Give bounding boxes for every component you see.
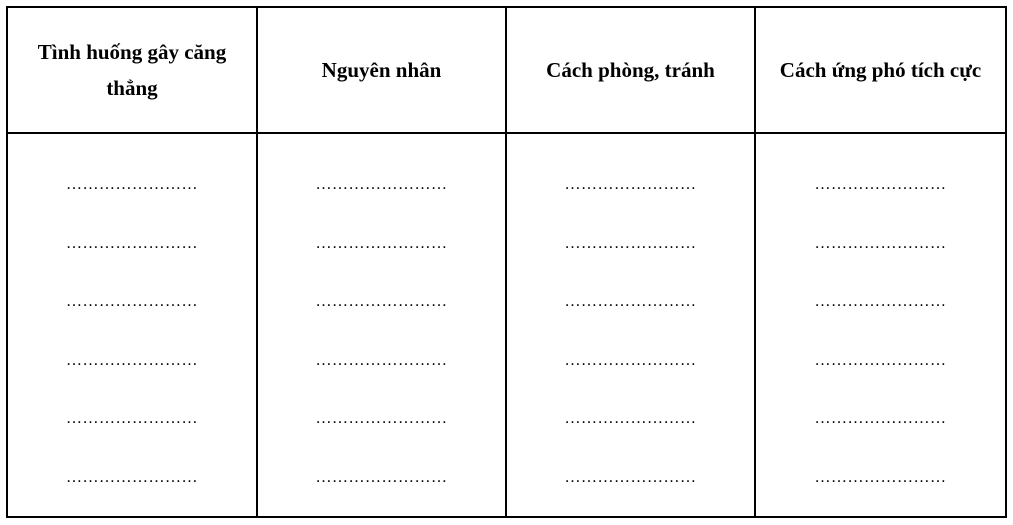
blank-line[interactable]: …………………… [66, 468, 198, 486]
blank-line[interactable]: …………………… [315, 351, 448, 369]
blank-line[interactable]: …………………… [814, 351, 947, 369]
worksheet-table [6, 6, 1007, 518]
blank-line[interactable]: …………………… [66, 234, 198, 252]
blank-line[interactable]: …………………… [564, 468, 697, 486]
blank-line[interactable]: …………………… [564, 234, 697, 252]
header-positive-coping [755, 7, 1006, 133]
blank-line[interactable]: …………………… [66, 410, 198, 427]
header-stress-situation [7, 7, 257, 133]
header-cause [257, 7, 506, 133]
header-prevention-label: Cách phòng, tránh [546, 58, 715, 82]
blank-line[interactable]: …………………… [564, 351, 697, 369]
blank-line[interactable]: …………………… [814, 468, 947, 486]
header-row [7, 7, 1006, 133]
blank-line[interactable]: …………………… [564, 293, 697, 310]
blank-line[interactable]: …………………… [315, 410, 448, 427]
answer-cell-prevention[interactable] [506, 133, 755, 517]
blank-line[interactable]: …………………… [564, 410, 697, 427]
answer-cell-stress-situation[interactable] [7, 133, 257, 517]
answer-cell-cause[interactable] [257, 133, 506, 517]
blank-line[interactable]: …………………… [814, 293, 947, 310]
blank-line[interactable]: …………………… [814, 234, 947, 252]
blank-line[interactable]: …………………… [315, 234, 448, 252]
blank-line[interactable]: …………………… [66, 293, 198, 310]
blank-line[interactable]: …………………… [315, 176, 448, 193]
header-cause-label: Nguyên nhân [321, 58, 442, 82]
blank-line[interactable]: …………………… [66, 351, 198, 369]
blank-line[interactable]: …………………… [814, 176, 947, 193]
answer-cell-positive-coping[interactable] [755, 133, 1006, 517]
blank-line[interactable]: …………………… [564, 176, 697, 193]
answer-row [7, 133, 1006, 517]
header-stress-situation-label: Tình huống gây căng thẳng [37, 40, 227, 100]
blank-line[interactable]: …………………… [66, 176, 198, 193]
blank-line[interactable]: …………………… [814, 410, 947, 427]
blank-line[interactable]: …………………… [315, 293, 448, 310]
header-positive-coping-label: Cách ứng phó tích cực [779, 58, 982, 82]
blank-line[interactable]: …………………… [315, 468, 448, 486]
header-prevention [506, 7, 755, 133]
